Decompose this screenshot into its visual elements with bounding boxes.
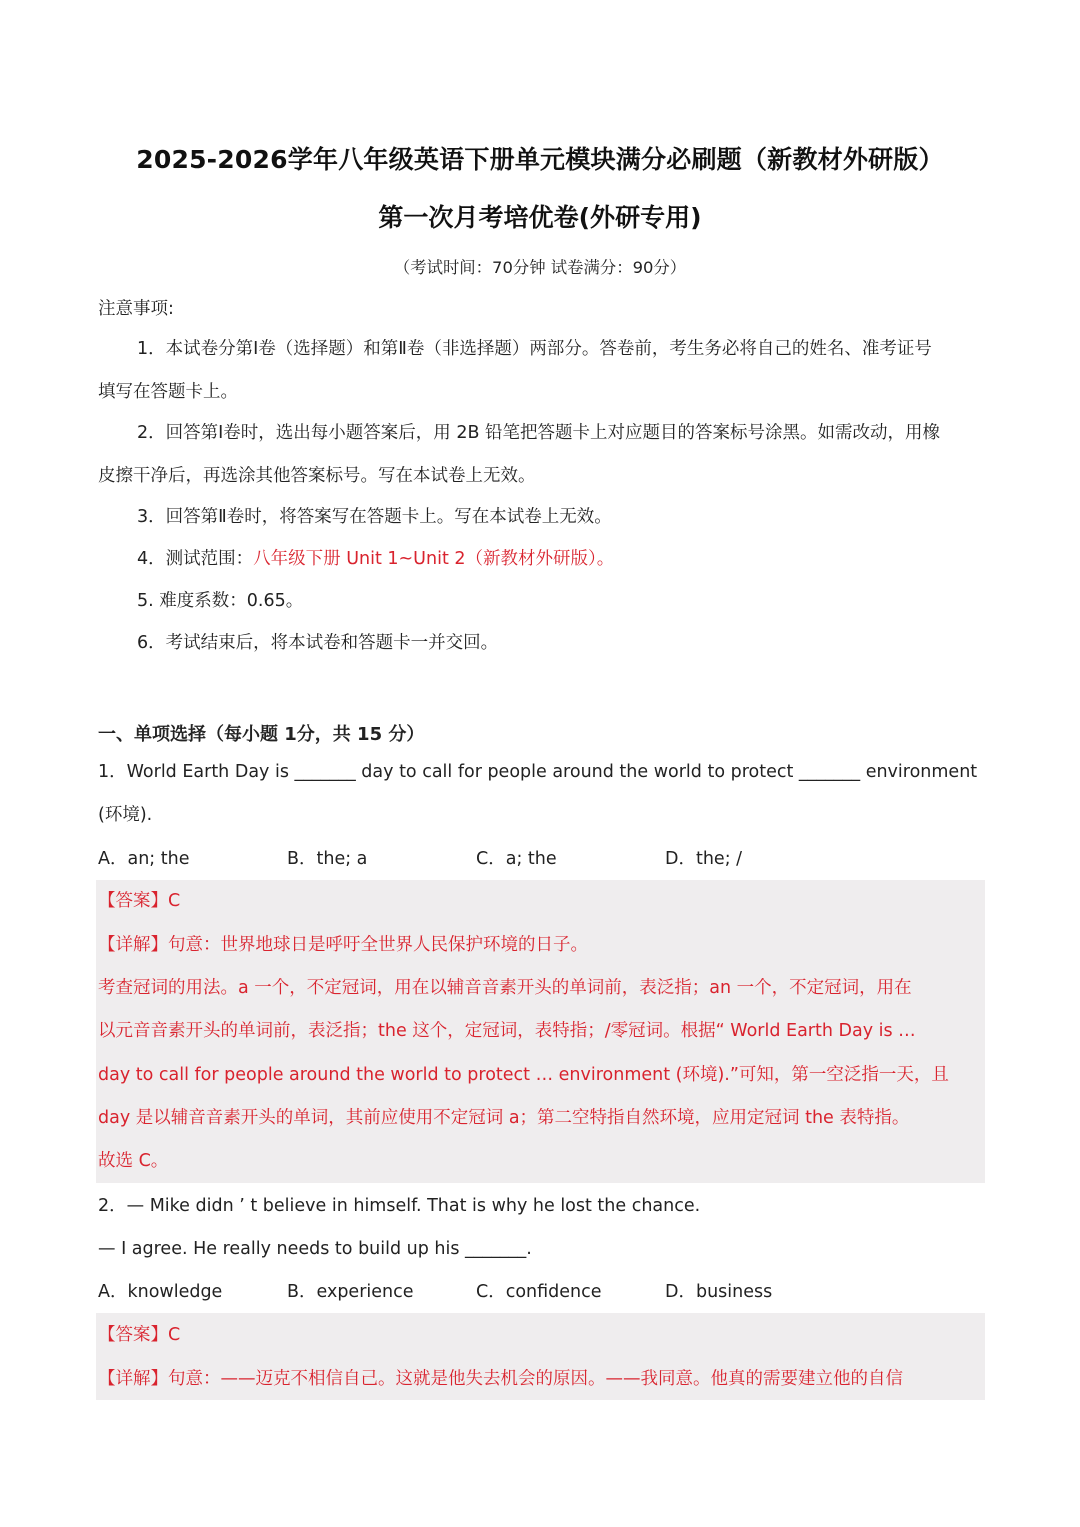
question-2-stem: 2．— Mike didn ’ t believe in himself. That is why he lost the chance.: [98, 1196, 701, 1216]
test-range: 八年级下册 Unit 1~Unit 2（新教材外研版）。: [253, 549, 615, 569]
question-1-option-b: B．the; a: [287, 849, 368, 869]
note-item-4-prefix: 4．测试范围：: [137, 549, 254, 569]
question-2-option-d: D．business: [665, 1282, 773, 1302]
question-2-detail-1: 【详解】句意：——迈克不相信自己。这就是他失去机会的原因。——我同意。他真的需要建立他的自信: [98, 1369, 903, 1389]
question-1-option-c: C．a; the: [476, 849, 557, 869]
question-1-stem: 1．World Earth Day is _______ day to call for people around the world to protect _______ environment: [98, 762, 978, 782]
question-2-option-b: B．experience: [287, 1282, 414, 1302]
question-1-detail-3: 以元音音素开头的单词前，表泛指；the 这个，定冠词，表特指；/零冠词。根据“ World Earth Day is …: [98, 1021, 916, 1041]
question-2-answer-box: [96, 1313, 985, 1400]
note-item-5: 5. 难度系数：0.65。: [137, 591, 304, 611]
note-item-2-cont: 皮擦干净后，再选涂其他答案标号。写在本试卷上无效。: [98, 466, 536, 486]
note-item-4: [137, 546, 614, 572]
notes-heading: 注意事项:: [98, 299, 174, 319]
question-1-detail-2: 考查冠词的用法。a 一个，不定冠词，用在以辅音音素开头的单词前，表泛指；an 一个，不定冠词，用在: [98, 978, 912, 998]
question-1-option-a: A．an; the: [98, 849, 190, 869]
question-1-detail-4: day to call for people around the world to protect … environment (环境).”可知，第一空泛指一天，且: [98, 1065, 949, 1085]
question-1-option-d: D．the; /: [665, 849, 743, 869]
note-item-1: 1．本试卷分第Ⅰ卷（选择题）和第Ⅱ卷（非选择题）两部分。答卷前，考生务必将自己的姓名、准考证号: [137, 339, 932, 359]
question-2-stem-cont: — I agree. He really needs to build up his _______.: [98, 1239, 532, 1259]
question-1-detail-6: 故选 C。: [98, 1151, 169, 1171]
question-2-answer: 【答案】C: [98, 1325, 181, 1345]
question-1-detail-5: day 是以辅音音素开头的单词，其前应使用不定冠词 a；第二空特指自然环境，应用定冠词 the 表特指。: [98, 1108, 910, 1128]
exam-subtitle: 第一次月考培优卷(外研专用): [378, 203, 702, 232]
section-heading: 一、单项选择（每小题 1分，共 15 分）: [98, 724, 425, 745]
question-1-answer-box: [96, 880, 985, 1183]
note-item-3: 3．回答第Ⅱ卷时，将答案写在答题卡上。写在本试卷上无效。: [137, 507, 612, 527]
question-1-stem-cont: (环境).: [98, 805, 153, 825]
question-1-detail-1: 【详解】句意：世界地球日是呼吁全世界人民保护环境的日子。: [98, 935, 588, 955]
note-item-6: 6．考试结束后，将本试卷和答题卡一并交回。: [137, 633, 499, 653]
question-1-answer: 【答案】C: [98, 891, 181, 911]
question-2-option-c: C．confidence: [476, 1282, 602, 1302]
question-2-option-a: A．knowledge: [98, 1282, 223, 1302]
exam-info: （考试时间：70分钟 试卷满分：90分）: [393, 258, 687, 277]
exam-title: 2025-2026学年八年级英语下册单元模块满分必刷题（新教材外研版）: [136, 145, 944, 174]
note-item-1-cont: 填写在答题卡上。: [98, 382, 238, 402]
note-item-2: 2．回答第Ⅰ卷时，选出每小题答案后，用 2B 铅笔把答题卡上对应题目的答案标号涂黑。如需改动，用橡: [137, 423, 941, 443]
